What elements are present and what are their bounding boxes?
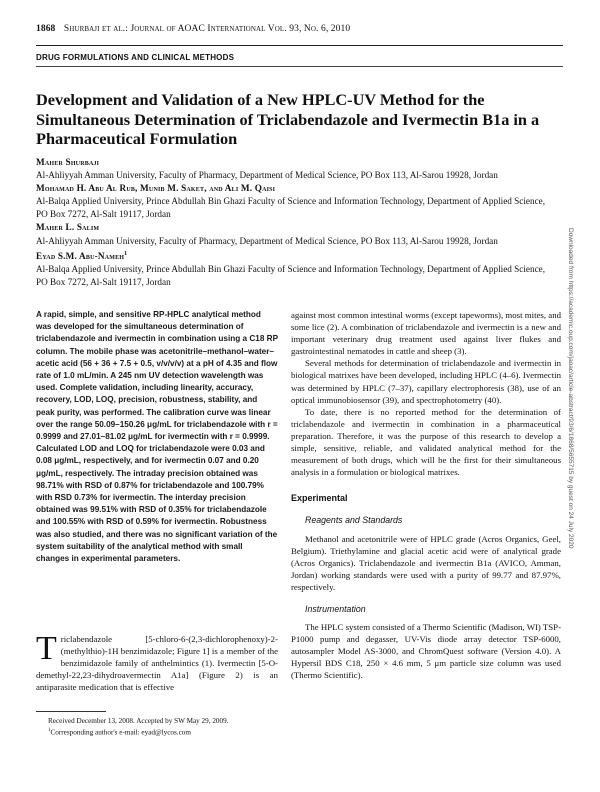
page-number: 1868 xyxy=(36,24,56,34)
footnote xyxy=(48,716,283,737)
author-entry xyxy=(36,156,556,182)
received-dates: Received December 13, 2008. Accepted by SW May 29, 2009. xyxy=(48,717,229,725)
author-entry xyxy=(36,182,556,221)
author-name: Maher L. Salim xyxy=(36,222,100,233)
paragraph: Several methods for determination of triclabendazole and ivermectin in biological matrixes have been developed, including HPLC (4–6). Ivermectin was determined by HPLC (7–37), capillary electrophoresis (38), use of an optical immunobiosensor (39), and spectrophotometry (40). xyxy=(291,358,561,405)
footnote-rule xyxy=(36,711,106,712)
author-affiliation: Al-Balqa Applied University, Prince Abdullah Bin Ghazi Faculty of Science and Information Technology, Department of Applied Science, PO Box 7272, Al-Salt 19117, Jordan xyxy=(36,263,546,287)
author-name: Mohamad H. Abu Al Rub, Munib M. Saket, and Ali M. Qaisi xyxy=(36,183,276,194)
subsection-heading: Reagents and Standards xyxy=(305,515,403,526)
author-affiliation: Al-Ahliyyah Amman University, Faculty of Pharmacy, Department of Medical Science, PO Box 113, Al-Sarou 19928, Jordan xyxy=(36,170,498,181)
paragraph: To date, there is no reported method for the determination of triclabendazole and ivermectin in combination in a pharmaceutical preparation. Therefore, it was the purpose of this research to develop a simple, sensitive, reliable, and validated analytical method for the measurement of both drugs, which will be the first for their simultaneous analysis in a formulation or biological matrixes. xyxy=(291,406,561,478)
paragraph: against most common intestinal worms (except tapeworms), most mites, and some lice (2). A combination of triclabendazole and ivermectin is a new and important veterinary drug treatment used against liver flukes and gastrointestinal nematodes in cattle and sheep (3). xyxy=(291,310,561,357)
author-name: Eyad S.M. Abu-Nameh$^1$ xyxy=(36,250,128,261)
author-entry xyxy=(36,221,556,247)
header-rule xyxy=(36,45,563,46)
intro-text: riclabendazole [5-chloro-6-(2,3-dichlorophenoxy)-2-(methylthio)-1H benzimidazole; Figure 1] is a member of the benzimidazole family of anthelmintics (1). Ivermectin [5-O-demethyl-22,23-dihydroavermectin A1a] (Figure 2) is an antiparasite medication that is effective xyxy=(36,634,278,693)
section-rule xyxy=(36,66,563,67)
section-heading: Experimental xyxy=(291,493,348,504)
section-label: DRUG FORMULATIONS AND CLINICAL METHODS xyxy=(36,53,235,62)
paragraph: Methanol and acetonitrile were of HPLC grade (Acros Organics, Geel, Belgium). Triethylamine and glacial acetic acid were of analytical grade (Acros Organics). Triclabendazole and ivermectin B1a (AVICO, Amman, Jordan) working standards were used with a purity of 99.77 and 87.97%, respectively. xyxy=(291,533,561,592)
author-block xyxy=(36,156,556,289)
introduction xyxy=(36,630,278,693)
download-watermark: Downloaded from https://academic.oup.com/jaoac/article-abstract/93/6/1868/5655715 by guest on 24 July 2020 xyxy=(567,228,574,549)
paragraph: The HPLC system consisted of a Thermo Scientific (Madison, WI) TSP-P1000 pump and degasser, UV-Vis diode array detector TSP-6000, autosampler Model AS-3000, and ChromQuest software (Version 4.0). A Hypersil BDS C18, 250 × 4.6 mm, 5 μm particle size column was used (Thermo Scientific). xyxy=(291,622,561,681)
author-affiliation: Al-Balqa Applied University, Prince Abdullah Bin Ghazi Faculty of Science and Information Technology, Department of Applied Science, PO Box 7272, Al-Salt 19117, Jordan xyxy=(36,196,546,220)
journal-citation: Shurbaji et al.: Journal of AOAC International Vol. 93, No. 6, 2010 xyxy=(63,24,351,34)
subsection-heading: Instrumentation xyxy=(305,603,366,614)
author-footnote-mark: 1 xyxy=(124,250,128,257)
abstract: A rapid, simple, and sensitive RP-HPLC analytical method was developed for the simultaneous determination of triclabendazole and ivermectin in combination using a C18 RP column. The mobile phase was acetonitrile–methanol–water–acetic acid (56 + 36 + 7.5 + 0.5, v/v/v/v) at a pH of 4.35 and flow rate of 1.0 mL/min. A 245 nm UV detection wavelength was used. Complete validation, including linearity, accuracy, recovery, LOD, LOQ, precision, robustness, stability, and peak purity, was performed. The calibration curve was linear over the range 50.09–150.26 μg/mL for triclabendazole with r = 0.9999 and 27.01–81.02 μg/mL for ivermectin with r = 0.9999. Calculated LOD and LOQ for triclabendazole were 0.03 and 0.08 μg/mL, respectively, and for ivermectin 0.07 and 0.20 μg/mL, respectively. The intraday precision obtained was 98.71% with RSD of 0.87% for triclabendazole and 100.79% with RSD 0.73% for ivermectin. The interday precision obtained was 99.51% with RSD of 0.35% for triclabendazole and 100.55% with RSD of 0.59% for ivermectin. Robustness was also studied, and there was no significant variation of the system suitability of the analytical method with small changes in experimental parameters. xyxy=(36,310,278,564)
author-entry xyxy=(36,248,556,289)
drop-cap: T xyxy=(36,630,57,667)
author-affiliation: Al-Ahliyyah Amman University, Faculty of Pharmacy, Department of Medical Science, PO Box 113, Al-Sarou 19928, Jordan xyxy=(36,235,498,246)
running-head xyxy=(36,24,350,34)
article-title: Development and Validation of a New HPLC-UV Method for the Simultaneous Determination of Triclabendazole and Ivermectin B1a in a Pharmaceutical Formulation xyxy=(36,90,540,148)
author-name: Maher Shurbaji xyxy=(36,157,100,167)
corresponding-author: $^1$Corresponding author's e-mail: eyad@lycos.com xyxy=(48,728,191,737)
right-column xyxy=(291,309,561,682)
